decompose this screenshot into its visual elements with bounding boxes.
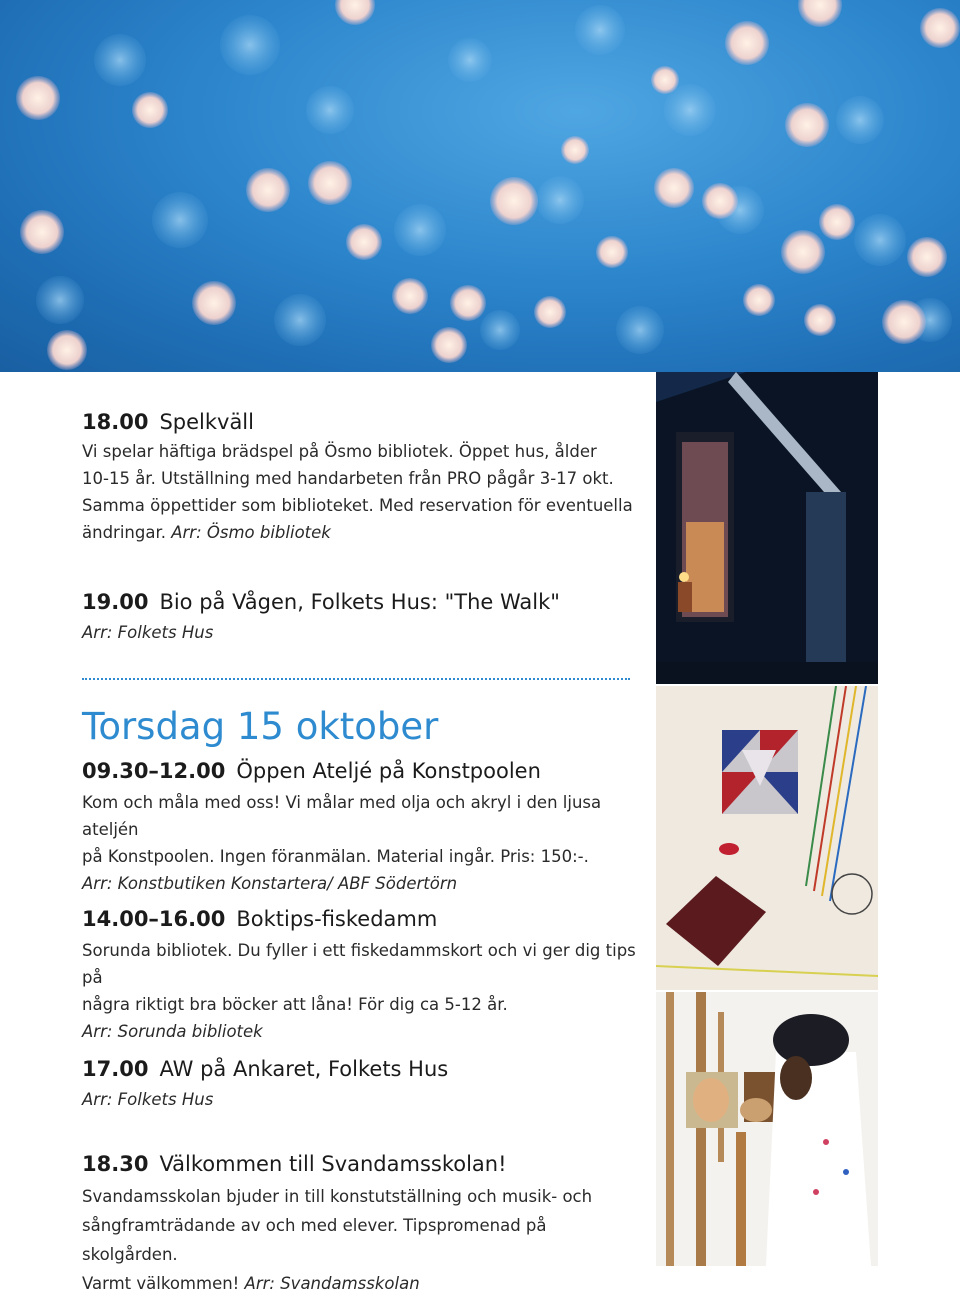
- event-oppen-atelje: [82, 757, 642, 897]
- desc-line: Kom och måla med oss! Vi målar med olja och akryl i den ljusa ateljén: [82, 793, 602, 839]
- event-time: 19.00: [82, 590, 149, 614]
- event-svandamsskolan: [82, 1150, 642, 1298]
- event-boktips-fiskedamm: [82, 905, 642, 1045]
- event-bio-pa-vagen: [82, 588, 642, 646]
- event-time: 09.30–12.00: [82, 759, 226, 783]
- event-organizer: Arr: Svandamsskolan: [244, 1274, 420, 1293]
- event-organizer: Arr: Sorunda bibliotek: [82, 1022, 263, 1041]
- event-name: Spelkväll: [159, 410, 254, 434]
- event-title: [82, 905, 642, 933]
- bokeh-lights-graphic: [0, 0, 960, 372]
- event-name: Välkommen till Svandamsskolan!: [159, 1152, 507, 1176]
- desc-line: på Konstpoolen. Ingen föranmälan. Material ingår. Pris: 150:-.: [82, 847, 589, 866]
- event-name: Boktips-fiskedamm: [236, 907, 438, 931]
- desc-line: ändringar.: [82, 523, 166, 542]
- event-aw-pa-ankaret: [82, 1055, 642, 1113]
- desc-line: sångframträdande av och med elever. Tipspromenad på skolgården.: [82, 1216, 547, 1264]
- event-title: [82, 1055, 642, 1083]
- desc-line: Sorunda bibliotek. Du fyller i ett fiskedammskort och vi ger dig tips på: [82, 941, 636, 987]
- desc-line: Vi spelar häftiga brädspel på Ösmo bibliotek. Öppet hus, ålder: [82, 442, 597, 461]
- photo-painter-at-easel: [656, 992, 878, 1266]
- event-organizer: Arr: Konstbutiken Konstartera/ ABF Södertörn: [82, 874, 458, 893]
- desc-line: Svandamsskolan bjuder in till konstutställning och musik- och: [82, 1187, 593, 1206]
- event-time: 14.00–16.00: [82, 907, 226, 931]
- desc-line: Varmt välkommen!: [82, 1274, 240, 1293]
- event-name: AW på Ankaret, Folkets Hus: [159, 1057, 449, 1081]
- event-time: 17.00: [82, 1057, 149, 1081]
- tiles-graphic: [656, 686, 878, 990]
- painter-graphic: [656, 992, 878, 1266]
- event-time: 18.30: [82, 1152, 149, 1176]
- event-time: 18.00: [82, 410, 149, 434]
- photo-ceramic-tiles: [656, 686, 878, 990]
- event-organizer: Arr: Folkets Hus: [82, 623, 214, 642]
- event-organizer: Arr: Ösmo bibliotek: [171, 523, 331, 542]
- event-title: [82, 757, 642, 785]
- section-divider: [82, 678, 630, 680]
- event-spelkvall: [82, 408, 642, 546]
- desc-line: några riktigt bra böcker att låna! För dig ca 5-12 år.: [82, 995, 508, 1014]
- event-description: [82, 937, 642, 1045]
- event-description: [82, 789, 642, 897]
- event-description: [82, 438, 642, 546]
- house-window-graphic: [656, 372, 878, 684]
- event-title: [82, 1150, 642, 1178]
- photo-house-at-dusk: [656, 372, 878, 684]
- event-name: Bio på Vågen, Folkets Hus: "The Walk": [159, 590, 560, 614]
- event-description: [82, 1182, 642, 1298]
- desc-line: 10-15 år. Utställning med handarbeten från PRO pågår 3-17 okt.: [82, 469, 614, 488]
- event-title: [82, 408, 642, 436]
- hero-bokeh-image: [0, 0, 960, 372]
- event-name: Öppen Ateljé på Konstpoolen: [236, 759, 541, 783]
- day-heading: Torsdag 15 oktober: [82, 705, 439, 748]
- event-title: [82, 588, 642, 616]
- event-organizer: Arr: Folkets Hus: [82, 1090, 214, 1109]
- desc-line: Samma öppettider som biblioteket. Med reservation för eventuella: [82, 496, 633, 515]
